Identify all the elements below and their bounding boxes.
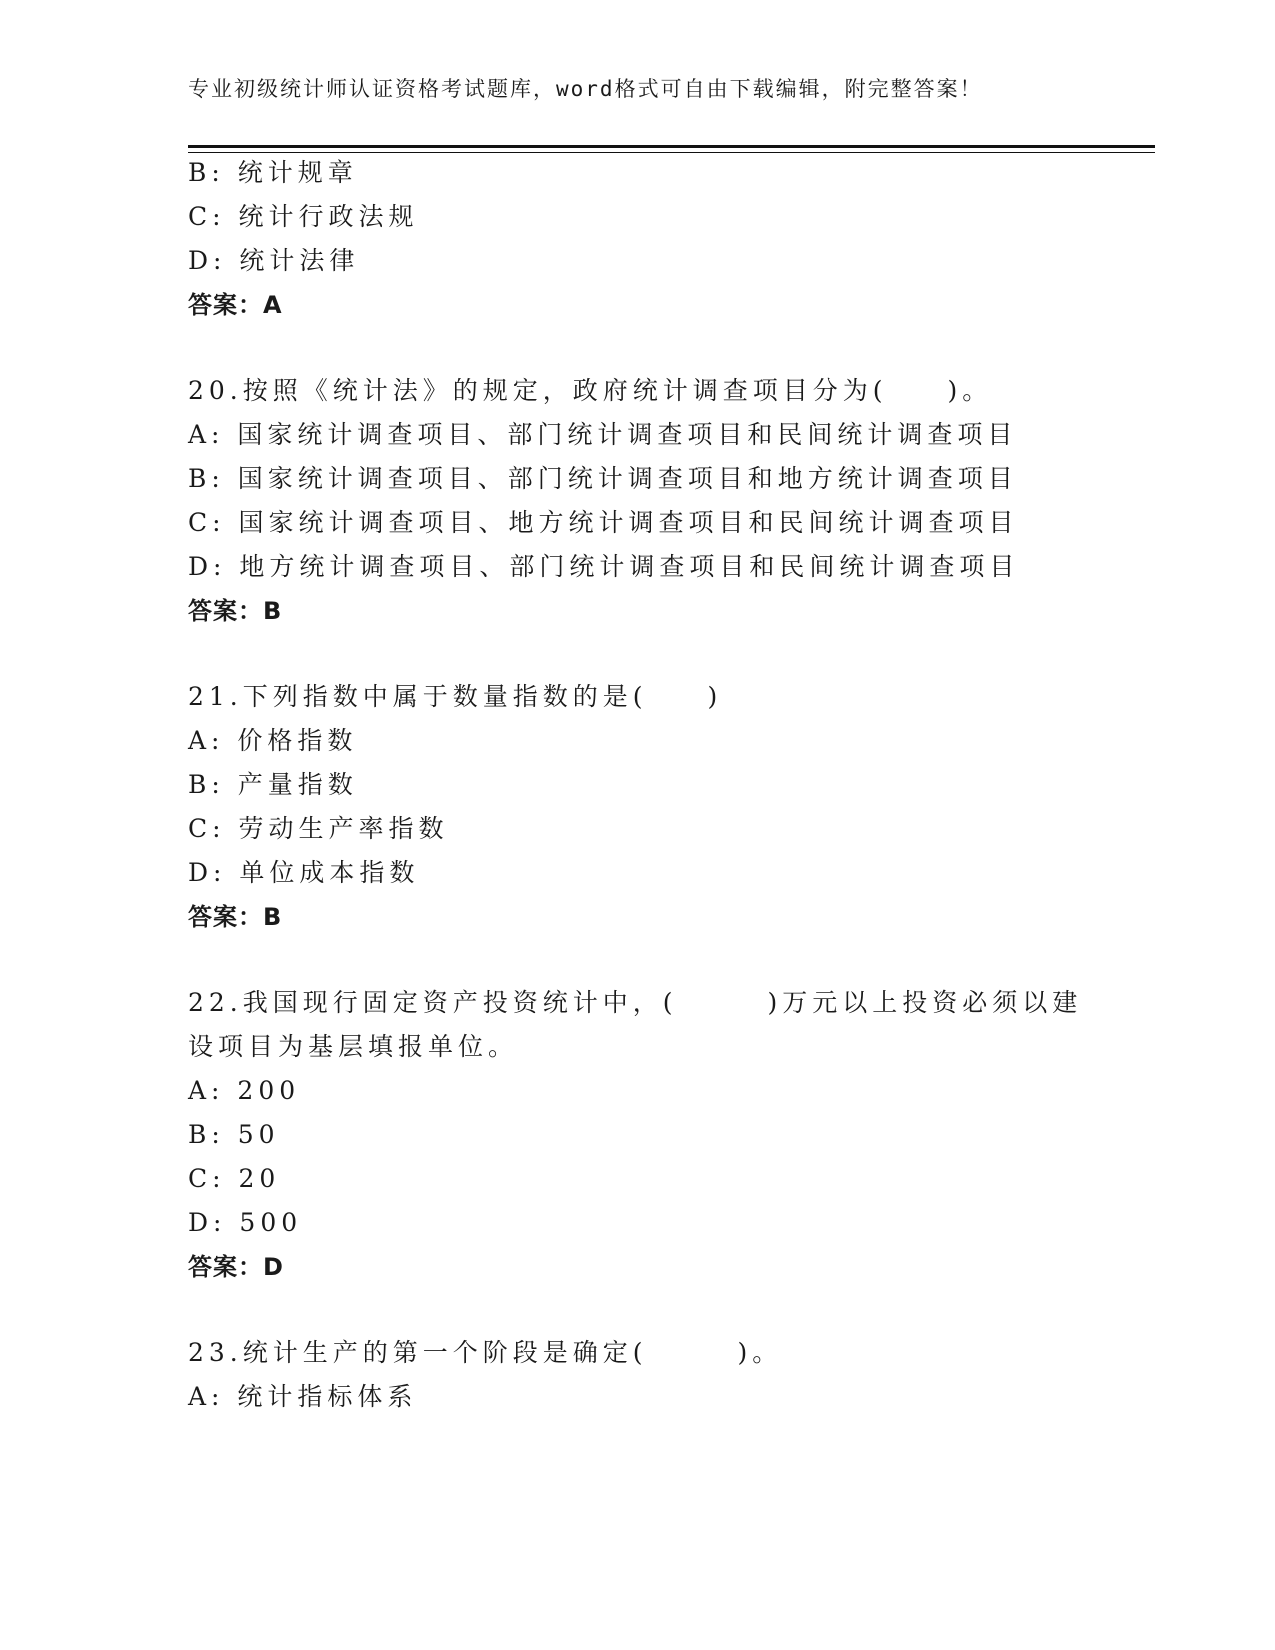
q21-option-b: B: 产量指数 — [188, 770, 358, 799]
q23-stem: 23.统计生产的第一个阶段是确定( )。 — [188, 1338, 783, 1367]
q21-answer: 答案：B — [188, 903, 283, 931]
q23-option-a: A: 统计指标体系 — [188, 1382, 418, 1411]
q19-option-d: D: 统计法律 — [188, 246, 360, 275]
q21-option-c: C: 劳动生产率指数 — [188, 814, 449, 843]
q20-answer: 答案：B — [188, 597, 283, 625]
q22-stem-line1: 22.我国现行固定资产投资统计中，( )万元以上投资必须以建 — [188, 988, 1083, 1017]
q20-option-c: C: 国家统计调查项目、地方统计调查项目和民间统计调查项目 — [188, 508, 1019, 537]
q21-option-a: A: 价格指数 — [188, 726, 358, 755]
page-header: 专业初级统计师认证资格考试题库，word格式可自由下载编辑，附完整答案！ — [188, 77, 983, 101]
q22-answer: 答案：D — [188, 1253, 284, 1281]
q20-option-b: B: 国家统计调查项目、部门统计调查项目和地方统计调查项目 — [188, 464, 1018, 493]
q22-option-a: A: 200 — [188, 1076, 301, 1105]
q19-option-b: B: 统计规章 — [188, 158, 358, 187]
q22-option-c: C: 20 — [188, 1164, 281, 1193]
q20-stem: 20.按照《统计法》的规定，政府统计调查项目分为( )。 — [188, 376, 993, 405]
q22-option-b: B: 50 — [188, 1120, 280, 1149]
q21-option-d: D: 单位成本指数 — [188, 858, 420, 887]
q20-option-d: D: 地方统计调查项目、部门统计调查项目和民间统计调查项目 — [188, 552, 1020, 581]
q19-answer: 答案：A — [188, 291, 283, 319]
q22-stem-line2: 设项目为基层填报单位。 — [188, 1032, 519, 1061]
q22-option-d: D: 500 — [188, 1208, 303, 1237]
q19-option-c: C: 统计行政法规 — [188, 202, 419, 231]
q20-option-a: A: 国家统计调查项目、部门统计调查项目和民间统计调查项目 — [188, 420, 1018, 449]
q21-stem: 21.下列指数中属于数量指数的是( ) — [188, 682, 723, 711]
